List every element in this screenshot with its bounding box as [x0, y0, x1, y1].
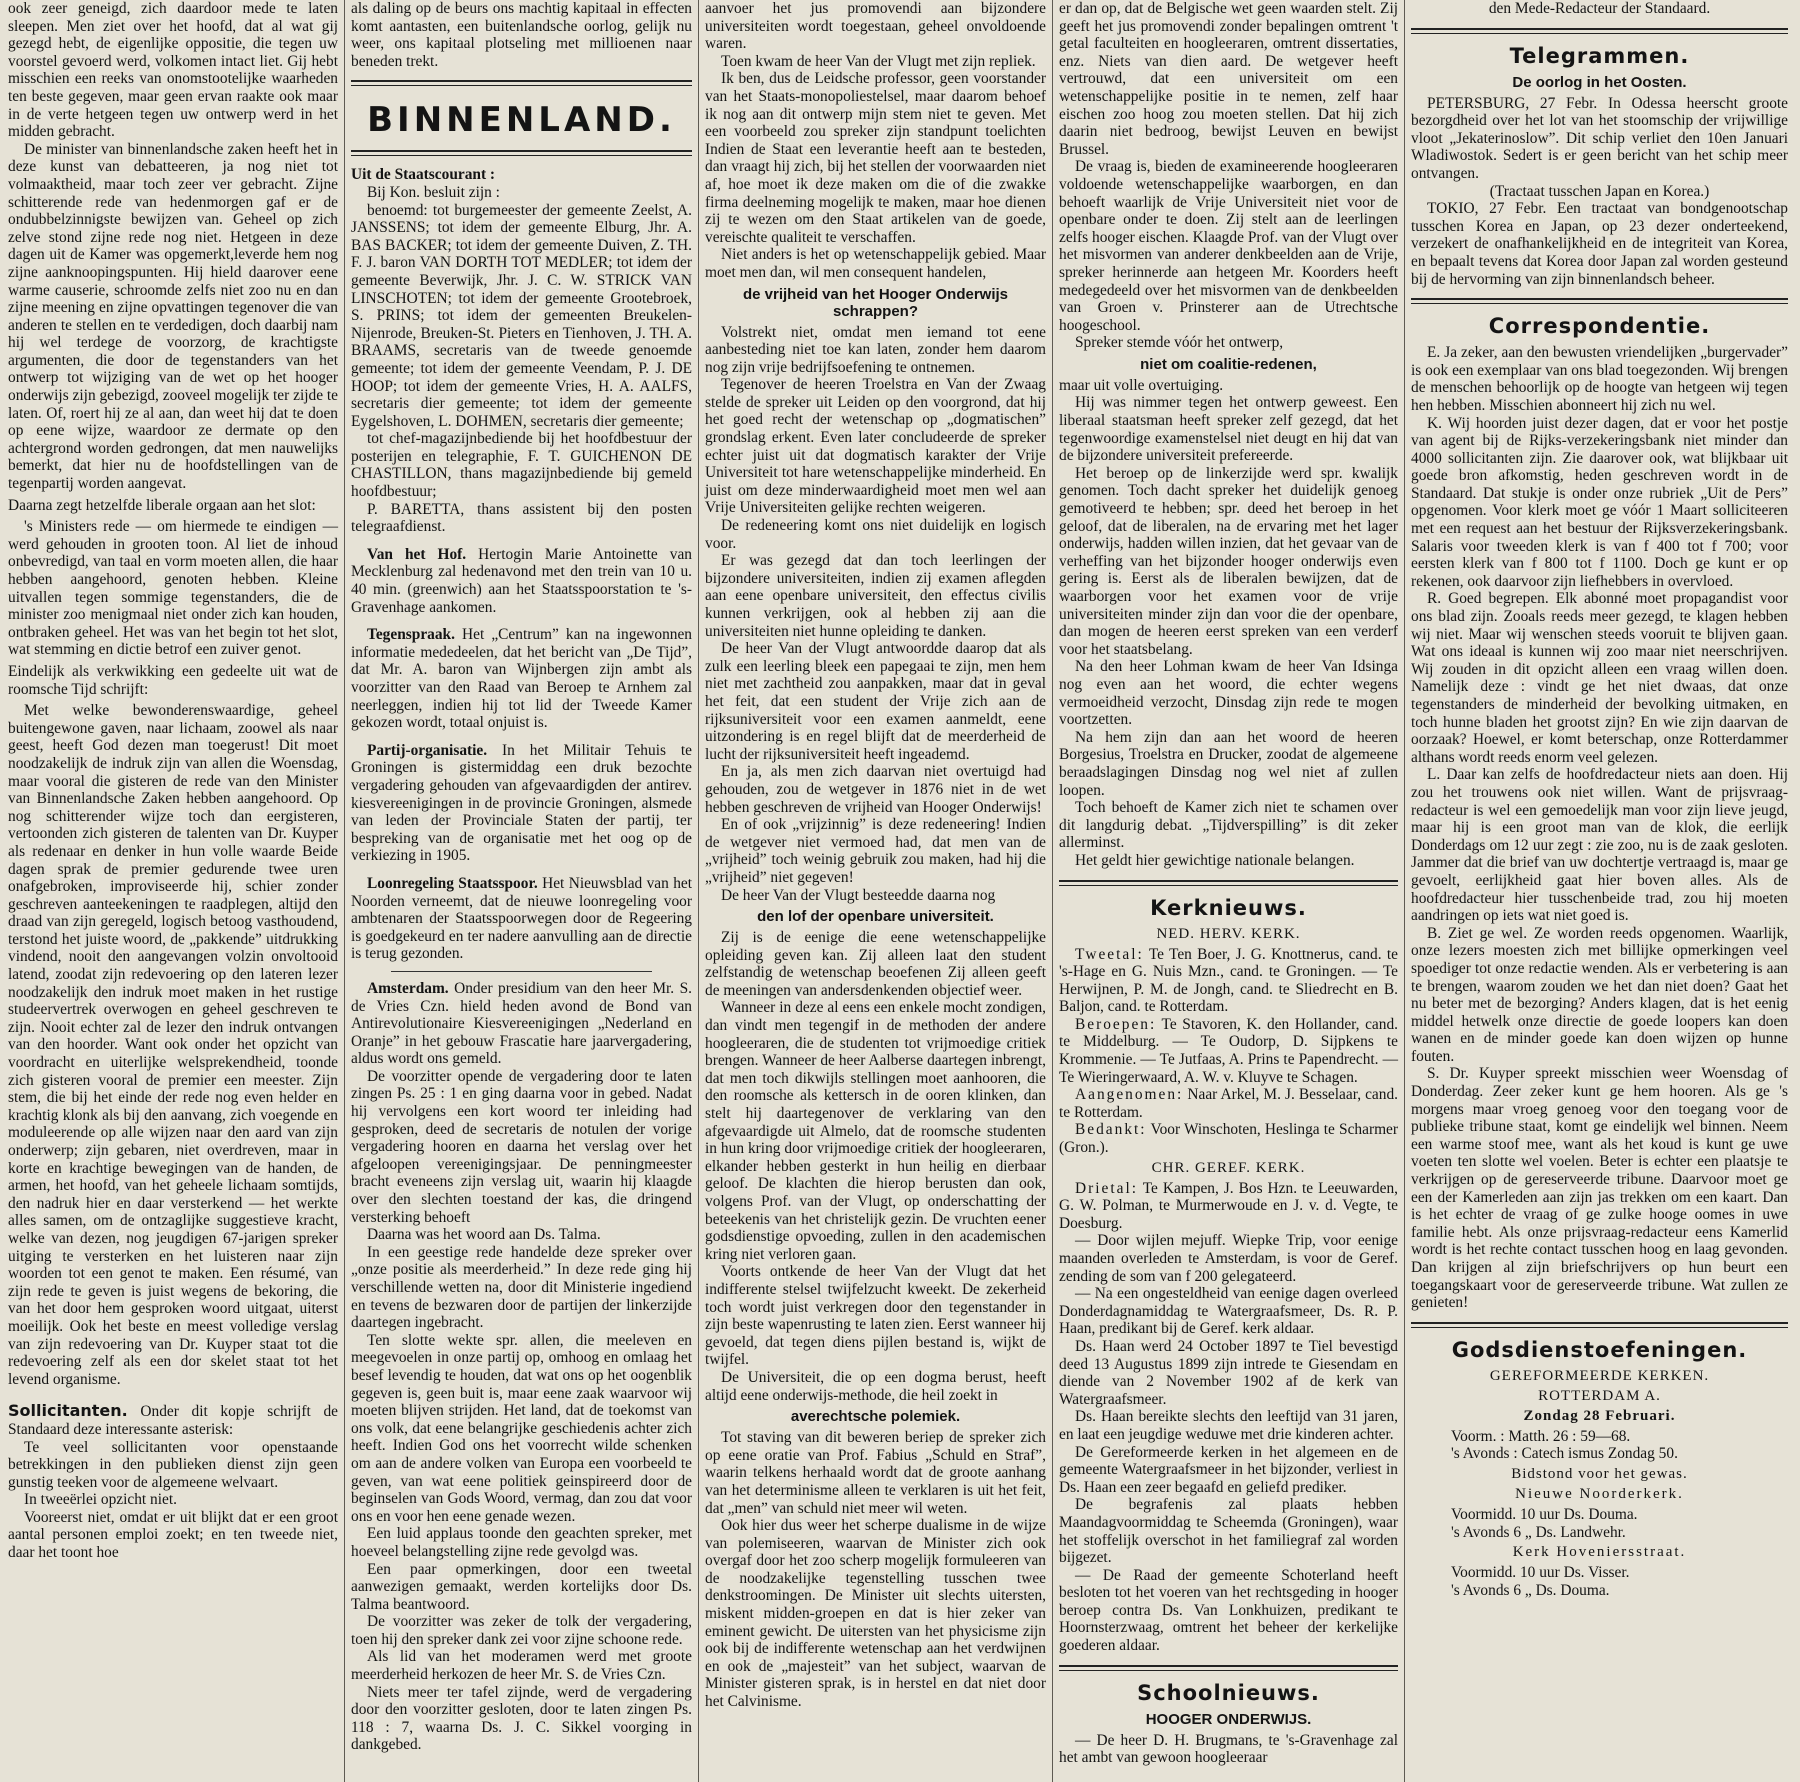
hof-paragraph	[351, 546, 692, 616]
article-text: De minister van binnenlandsche zaken heeft het in deze kunst van debatteeren, ja nog niet tot volmaaktheid, maar toch zeer ver gebracht. Zijne schitterende rede van hedenmorgen gaf er de ondubbelzinnigste bewijzen van. Geheel op zich zelve stond zijne rede nog niet. Hetgeen in deze dagen uit de Kamer was opgemerkt,leverde hem nog zijne aanknoopingspunten. Hij hield daarover eene warme causerie, schroomde zelfs niet zoo nu en dan zijne meening en zijne opvattingen tegenover die van anderen te stellen en te verdedigen, doch daarbij nam hij wel terdege de voorzorg, de krachtigste argumenten, die door de tegenstanders van het ontwerp tot wijziging van de wet op het hooger onderwijs zijn gebezigd, zooveel mogelijk ter zijde te laten. Of, roert hij ze al aan, dan weet hij dat te doen op eene wijze, waardoor ze dermate op den achtergrond worden gedrongen, dat men nauwelijks bemerkt, dat hier nu de hoofdstellingen van de tegenpartij worden aangevat.	[8, 140, 338, 493]
article-text: — De heer D. H. Brugmans, te 's-Gravenhage zal het ambt van gewoon hoogleeraar	[1059, 1731, 1398, 1767]
column-1	[0, 0, 344, 1782]
article-text: Ten slotte wekte spr. allen, die meeleven en meegevoelen in onze partij op, omhoog en omlaag het besef levendig te houden, dat wat ons op het oogenblik gegeven is, geen buit is, maar eene zaak waarvoor wij moeten blijven strijden. Het land, dat de toekomst van ons volk, dat eene belangrijke geschiedenis achter zich heeft. Indien God ons het voorrecht wilde schenken om aan de andere volken van Europa een voorbeeld te geven, van wat eene politiek geinspireerd door de beginselen van Gods Woord, vermag, dan zou dat voor ons en voor hen eene genade wezen.	[351, 1331, 692, 1525]
service-note: Bidstond voor het gewas.	[1511, 1465, 1688, 1482]
article-text: — Door wijlen mejuff. Wiepke Trip, voor eenige maanden overleden te Amsterdam, is voor de Geref. zending de som van f 200 gelegateerd.	[1059, 1232, 1398, 1285]
article-text: Volstrekt niet, omdat men iemand tot eene aanbesteding niet toe kan laten, zonder hem daarom nog zijn vrije bedrijfsoefening te ontnemen.	[705, 323, 1046, 376]
article-text: Het beroep op de linkerzijde werd spr. kwalijk genomen. Toch dacht spreker het duidelijk genoeg gemotiveerd te hebben; spr. deed het beroep in het geloof, dat de liberalen, na de ervaring met het lager onderwijs, hadden willen inzien, dat het gevaar van de verheffing van het bijzonder hooger onderwijs even gering is. Eerst als de liberalen bewijzen, dat de waarborgen voor het examen voor de vrije universiteiten minder zijn dan voor die der openbare, dan mogen de heeren eerst spreken van een verderf voor het staatsbelang.	[1059, 464, 1398, 658]
subheading: den lof der openbare universiteit.	[757, 908, 994, 926]
article-text: Er was gezegd dat dan toch leerlingen der bijzondere universiteiten, indien zij examen aflegden aan eene openbare universiteit, den effectus civilis kunnen verkrijgen, ook al hebben zij aan die universiteiten niet hunne opleiding te danken.	[705, 552, 1046, 640]
article-text: En ja, als men zich daarvan niet overtuigd had gehouden, zou de wetgever in 1876 niet in de wet hebben geschreven de vrijheid van Hooger Onderwijs!	[705, 763, 1046, 816]
article-text: Een luid applaus toonde den geachten spreker, met hoeveel belangstelling zijne rede gevolgd was.	[351, 1525, 692, 1560]
subheading: averechtsche polemiek.	[790, 1408, 961, 1426]
article-text: Na hem zijn dan aan het woord de heeren Borgesius, Troelstra en Drucker, zoodat de algemeene beraadslagingen Dinsdag nog wel niet af zullen loopen.	[1059, 728, 1398, 799]
kerk-item	[1059, 946, 1398, 1016]
article-text: benoemd: tot burgemeester der gemeente Zeelst, A. JANSSENS; tot idem der gemeente Elburg, Jhr. A. BAS BACKER; tot idem der gemeente Duiven, Z. TH. F. J. baron VAN DORTH TOT MEDLER; tot idem der gemeente Beverwijk, Jhr. J. C. W. STRICK VAN LINSCHOTEN; tot idem der gemeente Grootebroek, S. PRINS; tot idem der gemeenten Breukelen-Nijenrode, Breuken-St. Pieters en Tienhoven, J. TH. A. BRAAMS, secretaris van de tweede genoemde gemeente; tot idem der gemeente Veendam, P. J. DE HOOP; tot idem der gemeente Vries, H. A. AALFS, secretaris dier gemeente; tot idem der gemeente Eygelshoven, L. DOHMEN, secretaris dier gemeente;	[351, 201, 692, 430]
column-4	[1053, 0, 1404, 1782]
quote-text: Met welke bewonderenswaardige, geheel buitengewone gaven, naar lichaam, zoowel als naar geest, heeft God dezen man toegerust! Dit moet noodzakelijk de indruk zijn van allen die Woensdag, maar vooral die gisteren de rede van den Minister van Binnenlandsche Zaken hebben aangehoord. Op nog schitterender wijze toch dan eergisteren, vertoonden zich gisteren de talenten van Dr. Kuyper als redenaar en denker in hun volle waarde Beide dagen sprak de premier gedurende twee uren onafgebroken, improviseerde hij, schier zonder geschreven aanteekeningen te raadplegen, altijd den draad van zijn geregeld, logisch betoog vasthoudend, terstond het juiste woord, de „pakkende” uitdrukking vindend, nooit den aangevangen volzin onvoltooid latend, zoodat zijn redevoering op den lateren lezer noodzakelijk den indruk moet maken in het rustige studeervertrek overwogen en geheel geschreven te zijn. Nooit echter zal de lezer den indruk ontvangen van den hoorder. Want ook onder het opzicht van voordracht en uiterlijke welsprekendheid, toonde zich gisteren vooral de premier een meester. Zijn stem, die bij het einde der rede nog even helder en krachtig klonk als bij den aanvang, zich voegende en moduleerende op alle wijzen naar den aard van zijn onderwerp; zijn gebaren, niet overdreven, maar in korte en krachtige bewegingen van de handen, de armen, het hoofd, van het geheele lichaam somtijds, den nadruk hier en daar versterkend — het werkte alles samen, om de ontzaglijke suggestieve kracht, welke van dezen, nog jeugdigen 67-jarigen spreker uitging te versterken en het luisteren naar zijn woorden tot een genot te maken. Een résumé, van zijn rede te geven is juist wegens de bekoring, die van het door hem gesproken woord uitgaat, uiterst moeilijk. Ook het beste en meest volledige verslag van zijn redevoering van Dr. Kuyper staat tot die redevoering zelf als een dor skelet staat tot het levend organisme.	[8, 702, 338, 1388]
article-text: Te Kampen, J. Bos Hzn. te Leeuwarden, G. W. Polman, te Murmerwoude en J. v. d. Vegte, te Doesburg.	[1059, 1179, 1398, 1232]
article-text: Te Stavoren, K. den Hollander, cand. te Middelburg. — Te Oudorp, D. Sijpkens te Krommenie. — Te Jutfaas, A. Prins te Papendrecht. — Te Wieringerwaard, A. W. v. Kluyve te Schagen.	[1059, 1015, 1398, 1086]
article-text: Spreker stemde vóór het ontwerp,	[1075, 334, 1284, 352]
article-text: — Na een ongesteldheid van eenige dagen overleed Donderdagnamiddag te Watergraafsmeer, Ds. R. P. Haan, predikant bij de Geref. kerk aldaar.	[1059, 1285, 1398, 1338]
section-divider	[351, 80, 692, 86]
article-text: De heer Van der Vlugt besteedde daarna nog	[721, 886, 996, 904]
loonregeling-paragraph	[351, 875, 692, 963]
article-text: S. Dr. Kuyper spreekt misschien weer Woensdag of Donderdag. Zeer zeker kunt ge hem hooren. Als ge 's morgens maar vroeg genoeg voor den toegang voor de publieke tribune staat, komt ge eindelijk wel binnen. Neem een warme stoof mee, want als het koud is kunt ge uwe voeten ten slotte wel voelen. Beter is echter een plaatsje te verkrijgen op de gereserveerde tribune. Daarvoor moet ge een der Kamerleden aan zijn jas trekken om een kaart. Dan is het echter de vraag of ge zulke hooge oomes in uwe familie hebt. Als onze prijsvraag-redacteur eens Kamerlid wordt is het rechte contact tusschen hoog en laag gevonden. Dan krijgen al zijn briefschrijvers op hun beurt een toegangskaart voor de gereserveerde tribune. Wat zullen ze genieten!	[1411, 1065, 1788, 1312]
article-text: TOKIO, 27 Febr. Een tractaat van bondgenootschap tusschen Korea en Japan, op 23 dezer onderteekend, verzekert de onafhankelijkheid en de integriteit van Korea, en bepaalt tevens dat Korea door Japan zal worden gesteund bij de hervorming van zijn binnenlandsch beheer.	[1411, 200, 1788, 288]
article-text: Ds. Haan werd 24 October 1897 te Tiel bevestigd deed 13 Augustus 1899 zijn intrede te Giesendam en diende van 2 November 1902 af de kerk van Watergraafsmeer.	[1059, 1337, 1398, 1408]
quote-text: 's Ministers rede — om hiermede te eindigen — werd gehouden in grooten toon. Al liet de inhoud onbevredigd, van taal en vorm moeten allen, die haar hebben aangehoord, genoten hebben. Kleine uitvallen tegen sommige tegenstanders, die de minister zoo menigmaal niet onder zich kan houden, ontbraken geheel. Het was van het begin tot het slot, wat stemming en dictie betrof een zuiver genot.	[8, 518, 338, 659]
divider	[391, 971, 652, 972]
date-heading: Zondag 28 Februari.	[1523, 1407, 1676, 1424]
paragraph-heading: Tegenspraak.	[367, 626, 455, 644]
schoolnieuws-heading: Schoolnieuws.	[1137, 1680, 1320, 1705]
staatscourant-heading: Uit de Staatscourant :	[351, 166, 496, 184]
kerk-item	[1059, 1016, 1398, 1086]
article-text: Een paar opmerkingen, door een tweetal aanwezigen gemaakt, werden kortelijks door Ds. Talma beantwoord.	[351, 1560, 692, 1613]
service-line: 's Avonds 6 „ Ds. Douma.	[1451, 1581, 1610, 1599]
paragraph-heading: Partij-organisatie.	[367, 741, 488, 759]
article-text: Voor Winschoten, Heslinga te Scharmer (Gron.).	[1059, 1121, 1398, 1157]
paragraph-heading: Loonregeling Staatsspoor.	[367, 874, 538, 892]
article-text: — De Raad der gemeente Schoterland heeft besloten tot het voeren van het rechtsgeding in hooger beroep contra Ds. Van Lonkhuizen, predikant te Hoornsterzwaag, omtrent het beheer der kerkelijke goederen aldaar.	[1059, 1566, 1398, 1655]
article-text: den Mede-Redacteur der Standaard.	[1488, 0, 1711, 17]
article-text: De Universiteit, die op een dogma berust, heeft altijd eene onderwijs-methode, die heil zoekt in	[705, 1368, 1046, 1404]
article-text: er dan op, dat de Belgische wet geen waarden stelt. Zij geeft het jus promovendi zonder bepalingen omtrent 't getal faculteiten en hoogleeraren, omtrent dissertaties, enz. Niets van dien aard. De wetgever heeft vertrouwd, dat een universiteit om een wetenschappelijke positie in te nemen, zelf haar eischen zoo hoog zou moeten stellen. Dat hij zich daarin niet bedroog, bewijst Leuven en bewijst Brussel.	[1059, 0, 1398, 158]
service-line: Voorm. : Matth. 26 : 59—68.	[1451, 1427, 1631, 1445]
article-text: In een geestige rede handelde deze spreker over „onze positie als meerderheid.” In deze rede ging hij verschillende wetten na, door dit Ministerie ingediend en tevens de bezwaren door de partijen der linkerzijde daartegen ingebracht.	[351, 1243, 692, 1332]
article-text: Zij is de eenige die eene wetenschappelijke opleiding geven kan. Zij alleen laat den student zelfstandig de wetenschap beoefenen Zij alleen geeft de meeningen van andersdenkenden objectief weer.	[705, 929, 1046, 999]
section-divider	[1411, 28, 1788, 34]
article-text: Onder presidium van den heer Mr. S. de Vries Czn. hield heden avond de Bond van Antirevolutionaire Kiesvereenigingen „Nederland en Oranje” in het gebouw Frascatie hare jaarvergadering, aldus wordt ons gemeld.	[351, 979, 692, 1068]
article-text: Toen kwam de heer Van der Vlugt met zijn repliek.	[721, 52, 1036, 70]
article-text: (Tractaat tusschen Japan en Korea.)	[1489, 182, 1710, 200]
column-5	[1405, 0, 1800, 1782]
service-line: 's Avonds : Catech ismus Zondag 50.	[1451, 1445, 1678, 1463]
article-text: Het „Centrum” kan na ingewonnen informatie mededeelen, dat het bericht van „De Tijd”, dat Mr. A. baron van Wijnbergen zijn ambt als voorzitter van den Raad van Beroep te Arnhem zal neerleggen, indien hij tot lid der Tweede Kamer gekozen wordt, totaal onjuist is.	[351, 626, 693, 732]
article-text: De voorzitter opende de vergadering door te laten zingen Ps. 25 : 1 en ging daarna voor in gebed. Nadat hij vervolgens een kort woord ter inleiding had gesproken, deed de secretaris de notulen der vorige vergadering hooren en daarna het verslag over het afgeloopen vereenigingsjaar. De penningmeester bracht eveneens zijn verslag uit, waarin hij klaagde over den slechten toestand der kas, die dringend versterking behoeft	[351, 1067, 692, 1226]
item-label: Drietal:	[1075, 1179, 1139, 1197]
article-text: R. Goed begrepen. Elk abonné moet propagandist voor ons blad zijn. Zooals reeds meer gezegd, te klagen hebben wij niet. Maar wij wenschen steeds vooruit te blijven gaan. Wat ons ideaal is kunnen wij zoo maar niet neerschrijven. Wij zouden in dit opzicht alleen een vraag willen doen. Namelijk deze : vindt ge het niet dwaas, dat onze tegenstanders de minderheid der bevolking uitmaken, en toch hunne bladen het grootst zijn? En wie zijn daarvan de oorzaak? Hoewel, er komt beterschap, onze Rotterdammer althans wordt reeds enorm veel gelezen.	[1411, 590, 1788, 766]
service-line: 's Avonds 6 „ Ds. Landwehr.	[1451, 1523, 1626, 1541]
article-text: Te Ten Boer, J. G. Knottnerus, cand. te 's-Hage en G. Nuis Mzn., cand. te Groningen. — Te Herwijnen, P. M. de Jongh, cand. te Sliedrecht en B. Baljon, cand. te Rotterdam.	[1059, 945, 1398, 1016]
article-text: Na den heer Lohman kwam de heer Van Idsinga nog even aan het woord, die echter wegens vermoeidheid verzocht, Dinsdag zijn rede te mogen voortzetten.	[1059, 658, 1398, 729]
article-text: Daarna zegt hetzelfde liberale orgaan aan het slot:	[8, 496, 316, 514]
tegenspraak-paragraph	[351, 626, 692, 732]
article-text: Eindelijk als verkwikking een gedeelte uit wat de roomsche Tijd schrijft:	[8, 662, 338, 698]
subheading: niet om coalitie-redenen,	[1140, 355, 1317, 373]
article-text: Het geldt hier gewichtige nationale belangen.	[1075, 851, 1355, 869]
church-heading: GEREFORMEERDE KERKEN.	[1489, 1367, 1710, 1384]
paragraph-heading: Amsterdam.	[367, 979, 449, 997]
amsterdam-paragraph	[351, 980, 692, 1068]
kerk-item	[1059, 1180, 1398, 1233]
article-text: En of ook „vrijzinnig” is deze redeneering! Indien de wetgever niet vermoed had, dat men van de „vrijheid” toch weinig gebruik zou maken, had hij die „vrijheid” niet gegeven!	[705, 816, 1046, 886]
article-text: ook zeer geneigd, zich daardoor mede te laten sleepen. Men ziet over het hoofd, dat al wat gij gezegd hebt, de eigenlijke oppositie, die tegen uw voorstel gevoerd werd, volkomen intact liet. Gij hebt misschien een reeks van onomstootelijke waarheden ten beste gegeven, maar geen ervan raakte ook maar in de verte hetgeen tegen uw ontwerp werd in het midden gebracht.	[8, 0, 338, 141]
article-text: De begrafenis zal plaats hebben Maandagvoormiddag te Scheemda (Groningen), waar het stoffelijk overschot in het familiegraf zal worden bijgezet.	[1059, 1496, 1398, 1567]
article-text: De heer Van der Vlugt antwoordde daarop dat als zulk een leerling bleek een papegaai te zijn, men hem niet met zachtheid zou aanpakken, maar dat in geval het feit, dat een student der Vrije zich aan de rijksuniversiteit voor een examen aanmeldt, eene uitzondering is en regel blijft dat de meerderheid de lucht der rijksuniversiteit heeft ingeademd.	[705, 640, 1046, 763]
service-line: Voormidd. 10 uur Ds. Douma.	[1451, 1505, 1638, 1523]
article-text: Niet anders is het op wetenschappelijk gebied. Maar moet men dan, wil men consequent handelen,	[705, 246, 1046, 281]
article-text: PETERSBURG, 27 Febr. In Odessa heerscht groote bezorgdheid over het lot van het stoomschip der vrijwillige vloot „Jekaterinoslow”. Dit schip verliet den 10en Januari Wladiwostok. Sedert is er geen bericht van het schip meer ontvangen.	[1411, 94, 1788, 182]
article-text: als daling op de beurs ons machtig kapitaal in effecten komt aantasten, een buitenlandsche oorlog, gelijk nu weer, ons kapitaal plotseling met millioenen naar beneden trekt.	[351, 0, 692, 70]
article-text: Hij was nimmer tegen het ontwerp geweest. Een liberaal staatsman heeft spreker zelf gezegd, dat het tegenwoordige examenstelsel niet deugt en hij dat van de bijzondere universiteit prefereerde.	[1059, 394, 1398, 465]
article-text: Wanneer in deze al eens een enkele mocht zondigen, dan vindt men tegengif in de methoden der andere hoogleeraren, die de studenten tot vrijmoedige critiek brengen. Wanneer de heer Aalberse daartegen inbrengt, dat men toch dikwijls stellingen moet aanhooren, die den roomsche als kettersch in de ooren klinken, dan stelt hij daartegenover de verklaring van den afgevaardigde uit Almelo, dat de roomsche studenten in hun kring door vrijmoedige critiek der hoogleeraren, elkander hebben gesterkt in hun heilig en dierbaar geloof. De klachten die hierop berusten dan ook, volgens Prof. van der Vlugt, op onderschatting der beteekenis van het christelijk gezin. De vruchten eener godsdienstige opvoeding, zullen in den academischen kring niet verloren gaan.	[705, 999, 1046, 1263]
item-label: Beroepen:	[1075, 1015, 1157, 1033]
telegrammen-heading: Telegrammen.	[1509, 43, 1690, 68]
subheading: de vrijheid van het Hooger Onderwijs schrappen?	[742, 285, 1009, 320]
article-text: Hertogin Marie Antoinette van Mecklenburg zal hedenavond met den trein van 10 u. 40 min. (greenwich) aan het Staatsspoorstation te 's-Gravenhage aankomen.	[351, 545, 692, 616]
item-label: Bedankt:	[1075, 1121, 1147, 1139]
city-heading: ROTTERDAM A.	[1538, 1387, 1661, 1404]
article-text: L. Daar kan zelfs de hoofdredacteur niets aan doen. Hij zou het trouwens ook niet willen. Want de prijsvraag-redacteur is wel een gemoedelijk man voor zijn lieve jeugd, maar hij is een groot man van de klok, die eerlijk Donderdags om 12 uur zegt : zie zoo, nu is de zaak gesloten. Jammer dat die brief van uw dochtertje vertraagd is, maar ge gevoelt, eerlijkheid gaat hier boven alles. Als de hoofdredacteur hier tusschenbeide trad, zou hij moeten aandringen op iets wat niet goed is.	[1411, 766, 1788, 925]
section-divider	[1059, 1665, 1398, 1671]
godsdienstoefeningen-heading: Godsdienstoefeningen.	[1451, 1337, 1748, 1362]
section-divider	[1411, 1322, 1788, 1328]
partij-paragraph	[351, 742, 692, 865]
article-text: Ds. Haan bereikte slechts den leeftijd van 31 jaren, en laat een jeugdige weduwe met drie kinderen achter.	[1059, 1408, 1398, 1443]
article-text: Daarna was het woord aan Ds. Talma.	[367, 1226, 601, 1244]
subheading: HOOGER ONDERWIJS.	[1145, 1710, 1312, 1728]
article-text: Voorts ontkende de heer Van der Vlugt dat het indifferente stelsel twijfelzucht kweekt. De zekerheid toch wordt juist verkregen door den tegenstander in zijn beste wapenrusting te laten zien. Eerst wanneer hij gevoeld, dat tegen diens pijlen bestand is, wijkt de twijfel.	[705, 1263, 1046, 1369]
subheading: De oorlog in het Oosten.	[1512, 73, 1687, 91]
kerk-item	[1059, 1121, 1398, 1156]
kerknieuws-heading: Kerknieuws.	[1150, 895, 1307, 920]
article-text: Het Nieuwsblad van het Noorden verneemt, dat de nieuwe loonregeling voor ambtenaren der Staatsspoorwegen door de Regeering is goedgekeurd en ter nadere aanvulling aan de directie is terug gezonden.	[351, 874, 693, 963]
sollicitanten-paragraph	[8, 1402, 338, 1438]
article-text: Niets meer ter tafel zijnde, werd de vergadering door den voorzitter gesloten, door te laten zingen Ps. 118 : 7, waarna Ds. J. C. Sikkel voorging in dankgebed.	[351, 1683, 692, 1754]
article-text: Ook hier dus weer het scherpe dualisme in de wijze van polemiseeren, waarvan de Minister zich ook overgaf door het zoo scherp mogelijk formuleeren van de noodzakelijke tegenstelling tusschen twee denkstroomingen. De Minister uit slechts uitersten, miskent midden-groepen en dat is hier zeker van eminent gewicht. De uitersten van het physicisme zijn ook bij de indifferente wetenschap aan het verdwijnen en ook de „majesteit” van het subject, waarvan de Minister gisteren sprak, is in herstel en dat niet door het Calvinisme.	[705, 1517, 1046, 1711]
item-label: Tweetal:	[1075, 945, 1144, 963]
item-label: Aangenomen:	[1075, 1086, 1184, 1104]
binnenland-heading: BINNENLAND.	[367, 100, 676, 141]
article-text: De redeneering komt ons niet duidelijk en logisch voor.	[705, 517, 1046, 552]
article-text: Als lid van het moderamen werd met groote meerderheid herkozen de heer Mr. S. de Vries Czn.	[351, 1648, 692, 1684]
section-heading: Sollicitanten.	[8, 1401, 128, 1421]
quote-text: In tweeërlei opzicht niet.	[24, 1491, 177, 1509]
article-text: Tot staving van dit beweren beriep de spreker zich op eene oratie van Prof. Fabius „Schuld en Straf”, waarin telkens herhaald wordt dat de groote aanhang van het determinisme alleen te verklaren is uit het feit, dat „men” van schuld niet meer wil weten.	[705, 1429, 1046, 1517]
column-3	[699, 0, 1052, 1782]
article-text: Onder dit kopje schrijft de Standaard deze interessante asterisk:	[8, 1403, 338, 1438]
service-line: Voormidd. 10 uur Ds. Visser.	[1451, 1564, 1630, 1582]
church-heading: NED. HERV. KERK.	[1156, 925, 1301, 942]
article-text: De Gereformeerde kerken in het algemeen en de gemeente Watergraafsmeer in het bijzonder, verliest in Ds. Haan een zeer begaafd en geliefd prediker.	[1059, 1443, 1398, 1496]
article-text: Naar Arkel, M. J. Besselaar, cand. te Rotterdam.	[1059, 1086, 1398, 1121]
article-text: aanvoer het jus promovendi aan bijzondere universiteiten wordt toegestaan, geheel onvoldoende waren.	[705, 0, 1046, 53]
article-text: maar uit volle overtuiging.	[1059, 376, 1224, 394]
column-2	[345, 0, 698, 1782]
article-text: K. Wij hoorden juist dezer dagen, dat er voor het postje van agent bij de Rijks-verzekeringsbank niet minder dan 4000 sollicitanten zijn. Zie daarover ook, wat blijkbaar uit goede bron afkomstig, heden geschreven wordt in de Standaard. Dat stukje is onder onze rubriek „Uit de Pers” opgenomen. Voor klerk moet ge vóór 1 Maart solliciteeren met een request aan het bestuur der Rijksverzekeringsbank. Salaris voor tweeden klerk is van f 400 tot f 700; voor eersten klerk van f 800 tot f 1100. Doch ge kunt er op rekenen, ook daarvoor zijn liefhebbers in overvloed.	[1411, 414, 1788, 590]
article-text: Toch behoeft de Kamer zich niet te schamen over dit langdurig debat. „Tijdverspilling” is dit zeker allerminst.	[1059, 799, 1398, 852]
section-divider	[1059, 880, 1398, 886]
quote-text: Te veel sollicitanten voor openstaande betrekkingen in den publieken dienst zijn geen gunstig teeken voor de algemeene welvaart.	[8, 1438, 338, 1491]
quote-text: Vooreerst niet, omdat er uit blijkt dat er een groot aantal personen emploi zoekt; en ten tweede niet, daar het toont hoe	[8, 1508, 338, 1562]
article-text: Ik ben, dus de Leidsche professor, geen voorstander van het Staats-monopoliestelsel, maar daarom behoef ik nog aan dit ontwerp mijn stem niet te geven. Met een voorbeeld zou spreker zijn standpunt toelichten Indien de Staat een leverantie heeft aan te besteden, dan vraagt hij zich, bij het stellen der voorwaarden niet af, hoe moet ik deze maken om die of die zwakke firma deelneming mogelijk te maken, maar hoe dienen zij te wezen om den Staat artikelen van de goede, vereischte qualiteit te verschaffen.	[705, 70, 1046, 246]
article-text: tot chef-magazijnbediende bij het hoofdbestuur der posterijen en telegraphie, F. T. GUICHENON DE CHASTILLON, thans magazijnbediende bij gemeld hoofdbestuur;	[351, 430, 692, 501]
correspondentie-heading: Correspondentie.	[1488, 314, 1711, 339]
article-text: De vraag is, bieden de examineerende hoogleeraren voldoende wetenschappelijke waarborgen, en dan behoeft waarlijk de Vrije Universiteit niet voor de openbare onder te doen. Zij stelt aan de leerlingen zelfs hooger eischen. Klaagde Prof. van der Vlugt over het misvormen van anderer denkbeelden aan de Vrije, spreker herinnerde aan hetgeen Mr. Koorders heeft medegedeeld over het misvormen van de denkbeelden van Groen v. Prinsterer aan de Utrechtsche hoogeschool.	[1059, 158, 1398, 334]
article-text: P. BARETTA, thans assistent bij den posten telegraafdienst.	[351, 500, 692, 536]
article-text: B. Ziet ge wel. Ze worden reeds opgenomen. Waarlijk, onze lezers moesten zich met billijke opmerkingen veel spoediger tot onze redactie wenden. Als er verbetering is aan te brengen, waarom zouden we het dan niet doen? Gaat het nu beter met de bezorging? Anders klagen, dat is het eenig middel hetwelk onze directie de goede loopers kan doen wanen en de minder goede kan doen wijzen op hunne fouten.	[1411, 924, 1788, 1065]
article-text: E. Ja zeker, aan den bewusten vriendelijken „burgervader” is ook een exemplaar van ons blad toegezonden. Wij brengen de menschen behoorlijk op de hoogte van hetgeen wij tegen hen hebben. Misschien abonneert hij zich nu wel.	[1411, 344, 1788, 414]
paragraph-heading: Van het Hof.	[367, 545, 467, 563]
article-text: Tegenover de heeren Troelstra en Van der Zwaag stelde de spreker uit Leiden op den voorgrond, dat hij het goed recht der wetenschap op „dogmatischen” grondslag erkent. Even later concludeerde de spreker echter juist uit dat dogmatisch karakter der Vrije Universiteit tot hare wetenschappelijke minderheid. En juist om deze minderwaardigheid moet men wel aan Vrije Universiteiten gelijke rechten weigeren.	[705, 376, 1046, 517]
section-divider	[351, 150, 692, 156]
church-heading: CHR. GEREF. KERK.	[1151, 1159, 1306, 1176]
article-text: Bij Kon. besluit zijn :	[367, 183, 500, 201]
church-name: Nieuwe Noorderkerk.	[1515, 1485, 1684, 1502]
article-text: De voorzitter was zeker de tolk der vergadering, toen hij den spreker dank zei voor zijne schoone rede.	[351, 1613, 692, 1648]
section-divider	[1411, 298, 1788, 304]
article-text: In het Militair Tehuis te Groningen is gistermiddag een druk bezochte vergadering gehouden van afgevaardigden der antirev. kiesvereenigingen in de provincie Groningen, alsmede van leden der Provinciale Staten der partij, ter bespreking van de organisatie met het oog op de verkiezing in 1905.	[351, 741, 692, 865]
church-name: Kerk Hoveniersstraat.	[1512, 1544, 1687, 1561]
kerk-item	[1059, 1086, 1398, 1121]
